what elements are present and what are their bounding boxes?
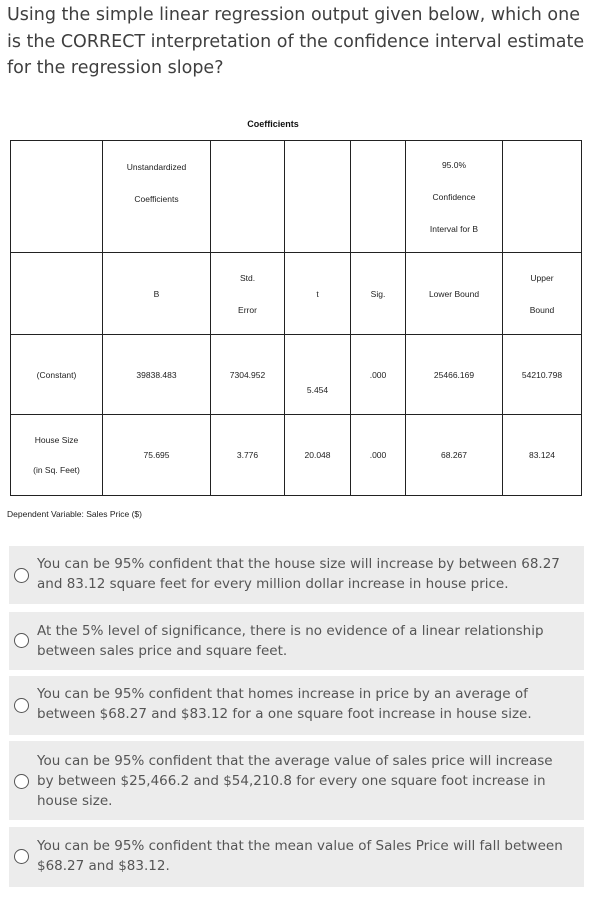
option-text: At the 5% level of significance, there is no evidence of a linear relationship between sales price and square feet. [37, 623, 544, 659]
header-empty-cell [285, 141, 351, 253]
cell-b: 39838.483 [103, 335, 211, 415]
header-ci-line2: Confidence [432, 191, 476, 202]
header-unstandardized-line1: Unstandardized [126, 161, 187, 172]
radio-button[interactable] [14, 633, 29, 648]
answer-option-4[interactable] [9, 741, 584, 820]
header-lower-bound: Lower Bound [406, 253, 503, 335]
header-std-line1: Std. [239, 272, 256, 283]
table-title: Coefficients [247, 119, 299, 129]
row-label-line2: (in Sq. Feet) [33, 465, 80, 475]
answer-option-2[interactable] [9, 612, 584, 670]
option-text: You can be 95% confident that the average value of sales price will increase by between $25,466.2 and $54,210.8 for every one square foot increase in house size. [37, 753, 553, 809]
radio-button[interactable] [14, 698, 29, 713]
cell-t [285, 335, 351, 415]
question-text: Using the simple linear regression output given below, which one is the CORRECT interpretation of the confidence interval estimate for the regression slope? [7, 5, 585, 78]
cell-std-error: 7304.952 [211, 335, 285, 415]
header-ci-line3: Interval for B [429, 223, 479, 234]
table-header-row-2 [11, 253, 582, 335]
row-label-line1: House Size [34, 435, 79, 445]
header-empty-cell [11, 141, 103, 253]
header-upper-line1: Upper [530, 272, 554, 283]
header-t: t [285, 253, 351, 335]
answer-option-1[interactable] [9, 546, 584, 604]
table-footnote: Dependent Variable: Sales Price ($) [7, 509, 142, 519]
cell-upper: 83.124 [503, 415, 582, 496]
header-confidence-interval [406, 141, 503, 253]
radio-button[interactable] [14, 774, 29, 789]
header-ci-line1: 95.0% [441, 159, 467, 170]
cell-t-value: 5.454 [306, 384, 329, 395]
header-empty-cell [11, 253, 103, 335]
table-row [11, 415, 582, 496]
cell-sig: .000 [351, 415, 406, 496]
header-empty-cell [351, 141, 406, 253]
header-unstandardized [103, 141, 211, 253]
cell-t: 20.048 [285, 415, 351, 496]
header-b: B [103, 253, 211, 335]
row-label: (Constant) [11, 335, 103, 415]
radio-button[interactable] [14, 849, 29, 864]
cell-std-error: 3.776 [211, 415, 285, 496]
table-header-row-1 [11, 141, 582, 253]
row-label [11, 415, 103, 496]
header-upper-line2: Bound [529, 304, 555, 315]
radio-button[interactable] [14, 568, 29, 583]
header-upper-bound [503, 253, 582, 335]
coefficients-table [10, 140, 582, 496]
header-empty-cell [503, 141, 582, 253]
header-std-error [211, 253, 285, 335]
answer-option-5[interactable] [9, 827, 584, 887]
cell-lower: 68.267 [406, 415, 503, 496]
cell-b: 75.695 [103, 415, 211, 496]
answer-option-3[interactable] [9, 676, 584, 735]
option-text: You can be 95% confident that homes increase in price by an average of between $68.27 and $83.12 for a one square foot increase in house size. [37, 686, 532, 722]
header-empty-cell [211, 141, 285, 253]
cell-lower: 25466.169 [406, 335, 503, 415]
cell-sig: .000 [351, 335, 406, 415]
table-row [11, 335, 582, 415]
option-text: You can be 95% confident that the house size will increase by between 68.27 and 83.12 square feet for every million dollar increase in house price. [37, 556, 560, 592]
cell-upper: 54210.798 [503, 335, 582, 415]
header-unstandardized-line2: Coefficients [134, 193, 179, 204]
header-std-line2: Error [238, 304, 257, 315]
header-sig: Sig. [351, 253, 406, 335]
option-text: You can be 95% confident that the mean value of Sales Price will fall between $68.27 and $83.12. [37, 838, 563, 874]
